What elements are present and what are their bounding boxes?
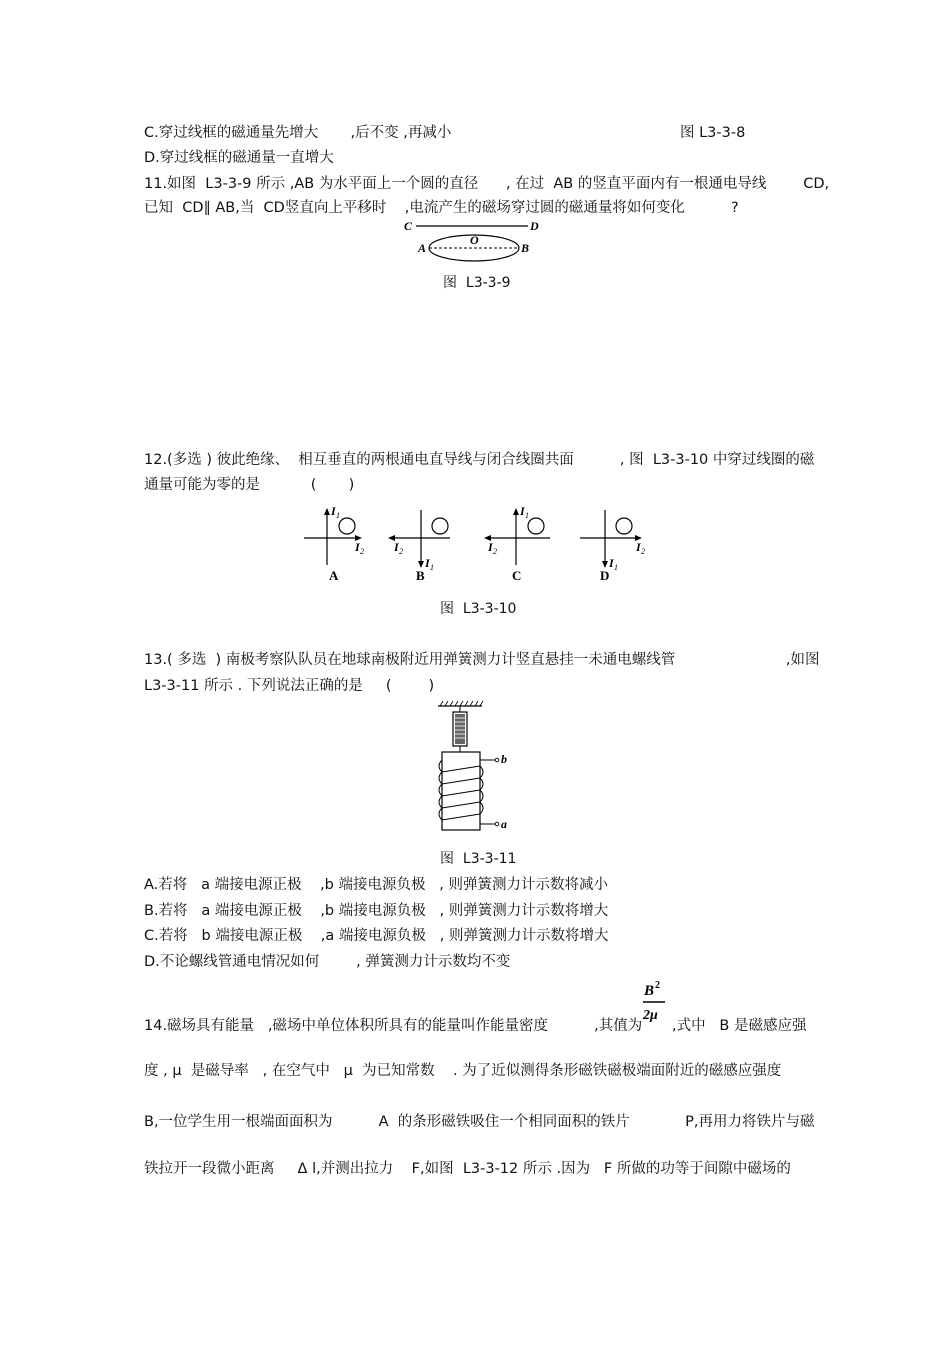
panel-d [580, 510, 645, 583]
q13-text-line1: 13.( 多选 ) 南极考察队队员在地球南极附近用弹簧测力计竖直悬挂一未通电螺线管 ,如图 [144, 652, 820, 668]
figure-l3-3-11-caption: 图 L3-3-11 [440, 851, 517, 867]
figure-l3-3-10-caption: 图 L3-3-10 [440, 601, 517, 617]
svg-text:1: 1 [430, 563, 434, 572]
figure-l3-3-9-caption: 图 L3-3-9 [443, 275, 511, 291]
figure-l3-3-11 [432, 700, 522, 835]
q13-option-d: D.不论螺线管通电情况如何 , 弹簧测力计示数均不变 [144, 954, 511, 970]
panel-c-label: C [512, 568, 522, 583]
svg-text:2: 2 [641, 547, 645, 556]
panel-a-label: A [329, 568, 339, 583]
q14-text-line4: 铁拉开一段微小距离 Δ l,并测出拉力 F,如图 L3-3-12 所示 .因为 F 所做的功等于间隙中磁场的 [144, 1161, 791, 1177]
svg-text:I: I [488, 540, 493, 554]
q14-text-line2: 度 , μ 是磁导率 , 在空气中 μ 为已知常数 . 为了近似测得条形磁铁磁极端面附近的磁感应强度 [144, 1063, 782, 1079]
terminal-a: a [501, 817, 507, 831]
svg-text:2μ: 2μ [643, 1008, 658, 1023]
q13-text-line2: L3-3-11 所示 . 下列说法正确的是 ( ) [144, 678, 435, 694]
q11-text-line2: 已知 CD∥ AB,当 CD竖直向上平移时 ,电流产生的磁场穿过圆的磁通量将如何变化 ? [144, 200, 739, 216]
panel-b [388, 510, 450, 583]
label-o: O [470, 233, 479, 247]
q11-text-line1: 11.如图 L3-3-9 所示 ,AB 为水平面上一个圆的直径 , 在过 AB 的竖直平面内有一根通电导线 CD, [144, 176, 830, 192]
q12-text-line2: 通量可能为零的是 ( ) [144, 477, 355, 493]
svg-text:1: 1 [336, 511, 340, 520]
svg-text:I: I [636, 540, 641, 554]
svg-text:I: I [355, 540, 360, 554]
terminal-b: b [501, 752, 507, 766]
svg-text:I: I [331, 504, 336, 518]
svg-text:2: 2 [399, 547, 403, 556]
q10-option-c: C.穿过线框的磁通量先增大 ,后不变 ,再减小 [144, 125, 452, 141]
figure-l3-3-10 [300, 505, 660, 585]
q13-option-a: A.若将 a 端接电源正极 ,b 端接电源负极 , 则弹簧测力计示数将减小 [144, 877, 608, 893]
panel-a [304, 504, 364, 583]
label-d: D [530, 219, 539, 233]
svg-text:I: I [425, 556, 430, 570]
label-b: B [521, 241, 530, 255]
svg-text:2: 2 [360, 547, 364, 556]
q14-text-line1: 14.磁场具有能量 ,磁场中单位体积所具有的能量叫作能量密度 ,其值为 [144, 1018, 643, 1034]
panel-b-label: B [416, 568, 425, 583]
label-a: A [418, 241, 427, 255]
svg-text:I: I [394, 540, 399, 554]
energy-density-formula [641, 978, 675, 1028]
q12-text-line1: 12.(多选 ) 彼此绝缘、 相互垂直的两根通电直导线与闭合线圈共面 , 图 L3-3-10 中穿过线圈的磁 [144, 452, 815, 468]
figure-l3-3-8-caption: 图 L3-3-8 [680, 125, 746, 141]
svg-text:I: I [520, 504, 525, 518]
q14-text-line3: B,一位学生用一根端面面积为 A 的条形磁铁吸住一个相同面积的铁片 P,再用力将铁片与磁 [144, 1114, 815, 1130]
label-c: C [404, 219, 413, 233]
q13-option-c: C.若将 b 端接电源正极 ,a 端接电源负极 , 则弹簧测力计示数将增大 [144, 928, 609, 944]
panel-c [484, 504, 550, 583]
q13-option-b: B.若将 a 端接电源正极 ,b 端接电源负极 , 则弹簧测力计示数将增大 [144, 903, 609, 919]
q14-text-line1-cont: ,式中 B 是磁感应强 [672, 1018, 807, 1034]
panel-d-label: D [600, 568, 610, 583]
svg-text:1: 1 [614, 563, 618, 572]
figure-l3-3-9 [400, 218, 550, 268]
svg-text:I: I [609, 556, 614, 570]
svg-text:1: 1 [525, 511, 529, 520]
svg-text:2: 2 [655, 980, 660, 991]
svg-text:2: 2 [493, 547, 497, 556]
q10-option-d: D.穿过线框的磁通量一直增大 [144, 150, 334, 166]
svg-text:B: B [644, 983, 655, 999]
